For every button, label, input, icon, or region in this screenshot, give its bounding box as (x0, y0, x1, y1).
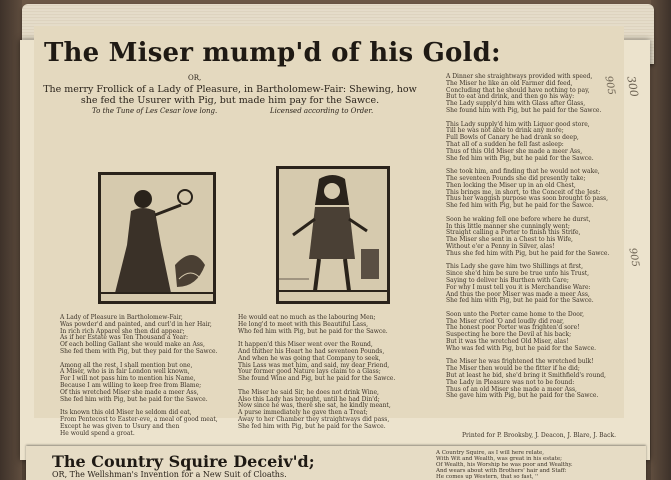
woodcut-lady (98, 172, 216, 304)
ballad-tune: To the Tune of Les Cesar love long. (92, 107, 218, 115)
ballad-title: The Miser mump'd of his Gold: (44, 38, 501, 68)
printer-imprint: Printed for P. Brooksby, J. Deacon, J. Blare, J. Back. (462, 432, 616, 439)
book-cover-right (651, 0, 671, 480)
woodcut-gentleman-icon (279, 169, 387, 301)
ballad-column-2: He would eat no much as the labouring Men; He long'd to meet with this Beautiful Lass, Who fed him with Pig, but he paid for the Sawce. It happen'd this Miser went over the Round, And thither his Heart he had seventeen Pounds, And when he was going that Company to seek, This Lass was met him, and said, my dear Friend, Your former good Nature lays claim to a Glass; She found Wine and Pig, but he paid for the Sawce. The Miser he said Sir, he does not drink Wine, Also this Lady has brought, until he had Din'd; Now since he was, there she sat, he kindly meant, A purse immediately he gave then a Treat; Away to her Chamber they straightways did pass, She fed him with Pig, but he paid for the Sawce. (238, 314, 396, 430)
handwritten-number-3: 905 (626, 247, 641, 268)
handwritten-number-1: 905 (602, 75, 617, 96)
next-ballad-title: The Country Squire Deceiv'd; (52, 452, 315, 471)
ballad-column-3: A Dinner she straightways provided with speed, The Miser he like an old Farmer did feed, Concluding that he should have nothing to pay, But to eat and drink, and then go his way: The Lady supply'd him with Glass after Glass, She found him with Pig, but he paid for the Sawce. This Lady supply'd him with Liquor good store, Till he was not able to drink any more; Full Bowls of Canary he had drank so deep, That all of a sudden he fell fast asleep: Thus of this Old Miser she made a meer Ass, She fed him with Pig, but he paid for the Sawce. She took him, and finding that he would not wake, The seventeen Pounds she did presently take; Then locking the Miser up in an old Chest, This brings me, in short, to the Conceit of the Jest: Thus her waggish purpose was soon brought to pass, She fed him with Pig, but he paid for the Sawce. Soon he waking fell one before where he durst, In this little manner she cunningly went; Straight calling a Porter to finish this Strife, The Miser she sent in a Chest to his Wife, Without e'er a Penny in Silver, alas! Thus she fed him with Pig, but he paid for the Sawce. This Lady she gave him two Shillings at first, Since she'd him be sure be true unto his Trust, Saying to deliver his Burthen with Care; For why I must tell you it is Merchandise Ware: And thus the poor Miser was made a meer Ass, She fed him with Pig, but he paid for the Sawce. Soon unto the Porter came home to the Door, The Miser cried 'O and loudly did roar, The honest poor Porter was frighten'd sore! Suspecting he bore the Devil at his back; But it was the wretched Old Miser, alas! Who was fed with Pig, but he paid for the Sawce. The Miser he was frightened the wretched bulk! The Miser then would be the fitter if he did; But at least he bid, she'd bring it Smithfield's round, The Lady in Pleasure was not to be found: Thus of an old Miser she made a meer Ass, She gave him with Pig, but he paid for the Sawce. (446, 73, 610, 400)
woodcut-lady-icon (101, 175, 213, 301)
ballad-column-1: A Lady of Pleasure in Bartholomew-Fair, Was powder'd and painted, and curl'd in her Hair, In rich rich Apparel she then did appear; As if her Estate was Ten Thousand a Year: Of each bolling Gallant she would make an Ass, She fed them with Pig, but they paid for the Sawce. Among all the rest, I shall mention but one, A Miser, who is in fair London well known, For I will not pass him to mention his Name, Because I am willing to keep free from Blame; Of this wretched Miser she made a meer Ass, She fed him with Pig, but he paid for the Sawce. Its known this old Miser he seldom did eat, From Pentecost to Easter-eve, a meal of good meat, Except he was given to Usury and then He would spend a groat. (60, 314, 218, 437)
ballad-subtitle: The merry Frollick of a Lady of Pleasure, in Bartholomew-Fair: Shewing, how she fed the Usurer with Pig, but made him pay for the Sawce. (43, 84, 417, 106)
ballad-or: OR, (188, 74, 202, 82)
next-ballad-column: A Country Squire, as I will here relate, With Wit and Wealth, was great in his estate; Of Wealth, his Worship he was poor and Wealthy. And wears about with Brothers' hair and Staff: He comes up Western, that so fast, '' (436, 450, 573, 480)
next-ballad-subtitle: OR, The Wellshman's Invention for a New Suit of Cloaths. (52, 470, 287, 479)
book-cover-left (0, 0, 22, 480)
ballad-license: Licensed according to Order. (270, 107, 374, 115)
woodcut-gentleman (276, 166, 390, 304)
handwritten-number-2: 300 (624, 75, 641, 98)
